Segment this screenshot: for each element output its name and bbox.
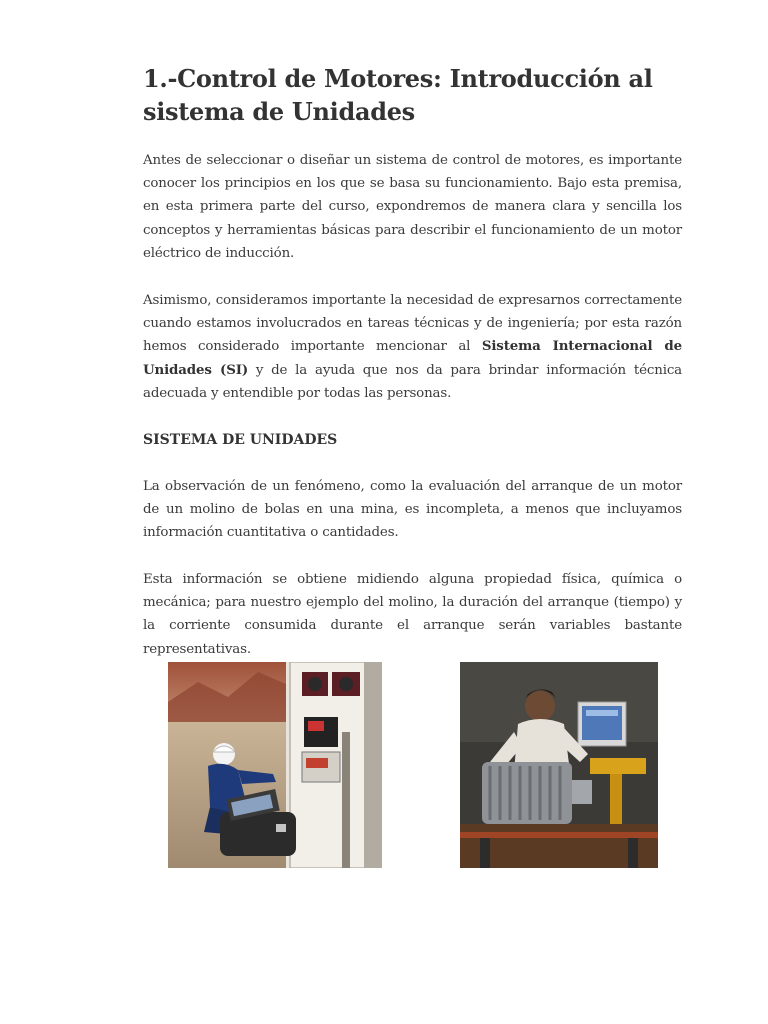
worker-measuring-motor-panel-photo bbox=[168, 662, 382, 868]
measurement-paragraph: Esta información se obtiene midiendo alguna propiedad física, química o mecánica; para nuestro ejemplo del molino, la duración del arranque (tiempo) y la corriente consumida durante el arranque serán variables bastante representativas. bbox=[143, 572, 682, 657]
si-paragraph-text-before: Asimismo, consideramos importante la necesidad de expresarnos correctamente cuando estamos involucrados en tareas técnicas y de ingeniería; por esta razón hemos considerado importante mencionar al bbox=[143, 293, 682, 355]
section-heading: SISTEMA DE UNIDADES bbox=[143, 432, 338, 448]
si-paragraph-text-after: y de la ayuda que nos da para brindar información técnica adecuada y entendible por todas las personas. bbox=[143, 362, 683, 401]
si-system-emphasis: Sistema Internacional de Unidades (SI) bbox=[143, 338, 682, 378]
technician-testing-motor-photo bbox=[460, 662, 658, 868]
si-paragraph bbox=[143, 289, 682, 405]
intro-paragraph: Antes de seleccionar o diseñar un sistema de control de motores, es importante conocer los principios en los que se basa su funcionamiento. Bajo esta premisa, en esta primera parte del curso, expondremos de manera clara y sencilla los conceptos y herramientas básicas para describir el funcionamiento de un motor eléctrico de inducción. bbox=[143, 153, 682, 261]
page-title: 1.-Control de Motores: Introducción al sistema de Unidades bbox=[143, 64, 653, 126]
observation-paragraph: La observación de un fenómeno, como la evaluación del arranque de un motor de un molino de bolas en una mina, es incompleta, a menos que incluyamos información cuantitativa o cantidades. bbox=[143, 479, 682, 541]
